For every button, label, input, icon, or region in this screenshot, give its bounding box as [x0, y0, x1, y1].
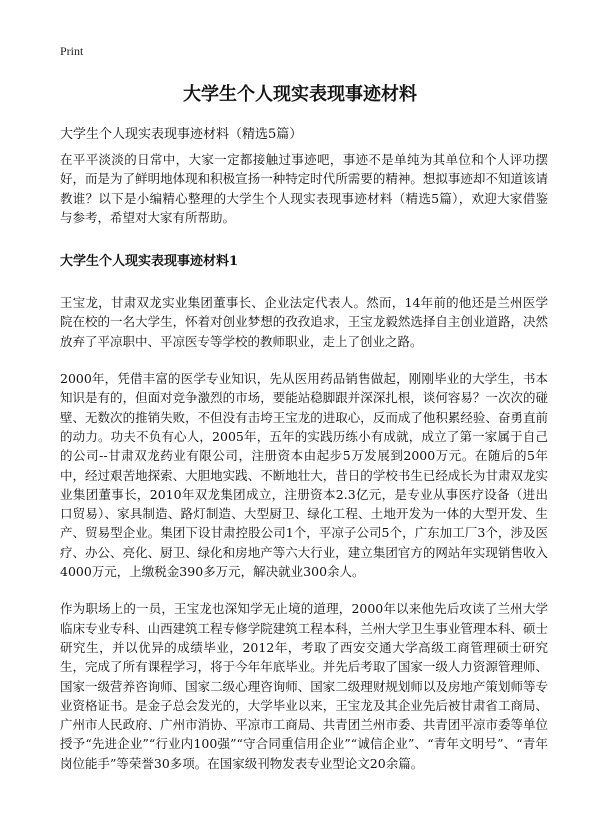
intro-paragraph: 在平平淡淡的日常中，大家一定都接触过事迹吧，事迹不是单纯为其单位和个人评功摆好，而是为了鲜明地体现和积极宣扬一种特定时代所需要的精神。想拟事迹却不知道该请教谁？以下是小编精心整理的大学生个人现实表现事迹材料（精选5篇），欢迎大家借鉴与参考，希望对大家有所帮助。 — [60, 152, 548, 225]
body-paragraph-1: 王宝龙，甘肃双龙实业集团董事长、企业法定代表人。然而，14年前的他还是兰州医学院在校的一名大学生，怀着对创业梦想的孜孜追求，王宝龙毅然选择自主创业道路，决然放弃了平凉职中、平凉医专等学校的教师职业，走上了创业之路。 — [60, 295, 548, 349]
print-link[interactable]: Print — [60, 44, 84, 58]
document-subtitle: 大学生个人现实表现事迹材料（精选5篇） — [60, 127, 303, 142]
document-body — [60, 150, 548, 791]
section-heading: 大学生个人现实表现事迹材料1 — [60, 254, 239, 270]
body-paragraph-2: 2000年，凭借丰富的医学专业知识，先从医用药品销售做起，刚刚毕业的大学生，书本知识是有的，但面对竞争激烈的市场，要能站稳脚跟并深深扎根，谈何容易？一次次的碰壁、无数次的推销失败，不但没有击垮王宝龙的进取心，反而成了他积累经验、奋勇直前的动力。功夫不负有心人，2005年，五年的实践历练小有成就，成立了第一家属于自己的公司--甘肃双龙药业有限公司，注册资本由起步5万发展到2000万元。在随后的5年中，经过艰苦地探索、大胆地实践、不断地壮大，昔日的学校书生已经成长为甘肃双龙实业集团董事长，2010年双龙集团成立，注册资本2.3亿元，是专业从事医疗设备（进出口贸易）、家具制造、路灯制造、大型厨卫、绿化工程、土地开发为一体的大型开发、生产、贸易型企业。集团下设甘肃控股公司1个，平凉子公司5个，广东加工厂3个，涉及医疗、办公、亮化、厨卫、绿化和房地产等六大行业，建立集团官方的网站年实现销售收入4000万元，上缴税金390多万元，解决就业300余人。 — [60, 371, 548, 580]
body-paragraph-3: 作为职场上的一员，王宝龙也深知学无止境的道理，2000年以来他先后攻读了兰州大学临床专业专科、山西建筑工程专修学院建筑工程本科，兰州大学卫生事业管理本科、硕士研究生，并以优异的成绩毕业，2012年，考取了西安交通大学高级工商管理硕士研究生，完成了所有课程学习，将于今年年底毕业。并先后考取了国家一级人力资源管理师、国家一级营养咨询师、国家二级心理咨询师、国家二级理财规划师以及房地产策划师等专业资格证书。是金子总会发光的，大学毕业以来，王宝龙及其企业先后被甘肃省工商局、广州市人民政府、广州市消协、平凉市工商局、共青团兰州市委、共青团平凉市委等单位授予“先进企业”“行业内100强”“守合同重信用企业”“诚信企业”、“青年文明号”、“青年岗位能手”等荣誉30多项。在国家级刊物发表专业型论文20余篇。 — [60, 601, 548, 771]
document-title: 大学生个人现实表现事迹材料 — [183, 84, 417, 105]
